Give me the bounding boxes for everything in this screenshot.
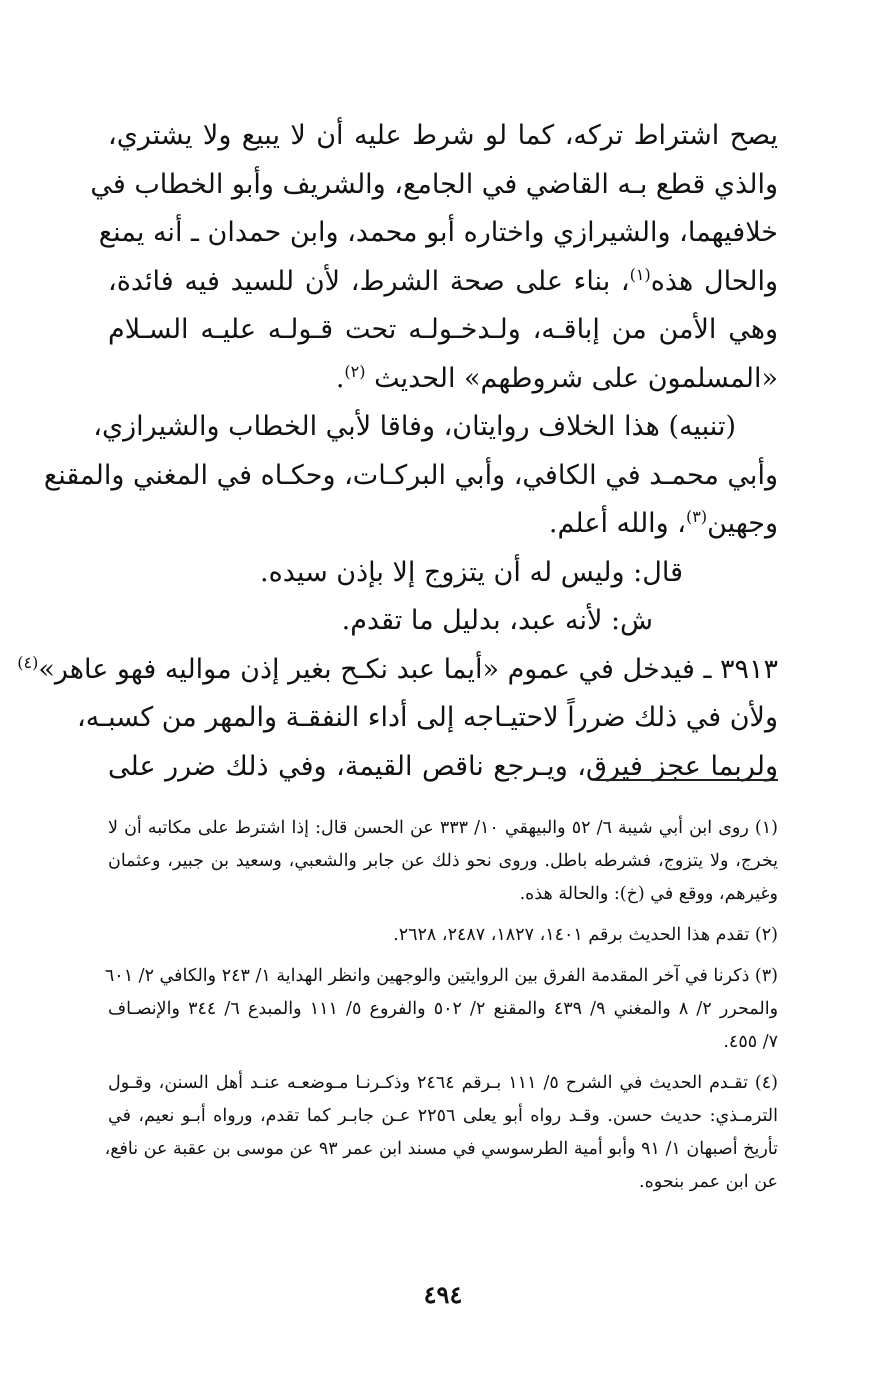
text-segment: «المسلمون على شروطهم» الحديث	[374, 362, 778, 394]
text-line: قال: وليس له أن يتزوج إلا بإذن سيده.	[260, 556, 683, 588]
footnote-ref-1: (١)	[629, 264, 651, 284]
text-line: والذي قطع بـه القاضي في الجامع، والشريف وأبو الخطاب في	[90, 168, 778, 200]
text-segment: ، والله أعلم.	[548, 508, 687, 539]
text-segment: والحال هذه	[650, 265, 778, 297]
text-line: (تنبيه) هذا الخلاف روايتان، وفاقا لأبي الخطاب والشيرازي،	[93, 411, 736, 442]
footnote-ref-4: (٤)	[17, 652, 39, 672]
text-line	[108, 258, 778, 307]
text-segment: ٣٩١٣ ـ فيدخل في عموم «أيما عبد نكـح بغير إذن مواليه فهو عاهر»	[38, 653, 778, 685]
footnote-line: (١) روى ابن أبي شيبة ٦/ ٥٢ والبيهقي ١٠/ ٣٣٣ عن الحسن قال: إذا اشترط على مكاتبه أن لا	[108, 818, 778, 838]
main-text	[17, 112, 778, 791]
footnote-separator	[595, 779, 778, 781]
footnote-line: والمحرر ٢/ ٨ والمغني ٩/ ٤٣٩ والمقنع ٢/ ٥٠٢ والفروع ٥/ ١١١ والمبدع ٦/ ٣٤٤ والإنصـاف	[108, 999, 779, 1019]
text-line: ولأن في ذلك ضرراً لاحتيـاجه إلى أداء النفقـة والمهر من كسبـه،	[76, 702, 778, 733]
footnote-line: (٤) تقـدم الحديث في الشرح ٥/ ١١١ بـرقم ٢٤٦٤ وذكـرنـا مـوضعـه عنـد أهل السنن، وقـول	[108, 1073, 778, 1093]
footnote-line: تأريخ أصبهان ١/ ٩١ وأبو أمية الطرسوسي في مسند ابن عمر ٩٣ عن موسى بن عقبة عن نافع،	[104, 1139, 778, 1159]
text-line	[108, 355, 778, 404]
footnote-line: يخرج، ولا يتزوج، فشرطه باطل. وروى نحو ذلك عن جابر والشعبي، وسعيد بن جبير، وعثمان	[108, 851, 778, 871]
footnotes	[104, 812, 779, 1199]
page-number: ٤٩٤	[423, 1280, 463, 1309]
footnote-ref-2: (٢)	[344, 361, 366, 381]
footnote-line: الترمـذي: حديث حسن. وقـد رواه أبو يعلى ٢٢٥٦ عـن جابـر كما تقدم، ورواه أبـو نعيم، في	[108, 1106, 779, 1126]
text-line: ش: لأنه عبد، بدليل ما تقدم.	[341, 605, 653, 636]
text-line	[108, 500, 778, 549]
footnote-ref-3: (٣)	[686, 507, 708, 526]
footnote-line: (٣) ذكرنا في آخر المقدمة الفرق بين الروايتين والوجهين وانظر الهداية ١/ ٢٤٣ والكافي ٢/ ٦٠١	[104, 966, 778, 986]
footnote-line: وغيرهم، ووقع في (خ): والحالة هذه.	[519, 884, 778, 904]
text-segment: .	[335, 362, 345, 394]
text-line: ولربما عجز فيرق، ويـرجع ناقص القيمة، وفي ذلك ضرر على	[108, 750, 778, 782]
text-line	[17, 646, 778, 695]
text-line: يصح اشتراط تركه، كما لو شرط عليه أن لا يبيع ولا يشتري،	[108, 120, 778, 151]
text-segment: وجهين	[707, 508, 778, 539]
text-line: وهي الأمن من إباقـه، ولـدخـولـه تحت قـولـه عليـه السـلام	[108, 314, 778, 345]
footnote-line: ٧/ ٤٥٥.	[723, 1032, 778, 1052]
text-line: وأبي محمـد في الكافي، وأبي البركـات، وحكـاه في المغني والمقنع	[43, 459, 778, 491]
text-line: خلافيهما، والشيرازي واختاره أبو محمد، وابن حمدان ـ أنه يمنع	[98, 217, 778, 248]
footnote-line: عن ابن عمر بنحوه.	[639, 1172, 778, 1192]
footnote-line: (٢) تقدم هذا الحديث برقم ١٤٠١، ١٨٢٧، ٢٤٨٧، ٢٦٢٨.	[393, 925, 778, 945]
text-segment: ، بناء على صحة الشرط، لأن للسيد فيه فائدة،	[108, 265, 630, 297]
